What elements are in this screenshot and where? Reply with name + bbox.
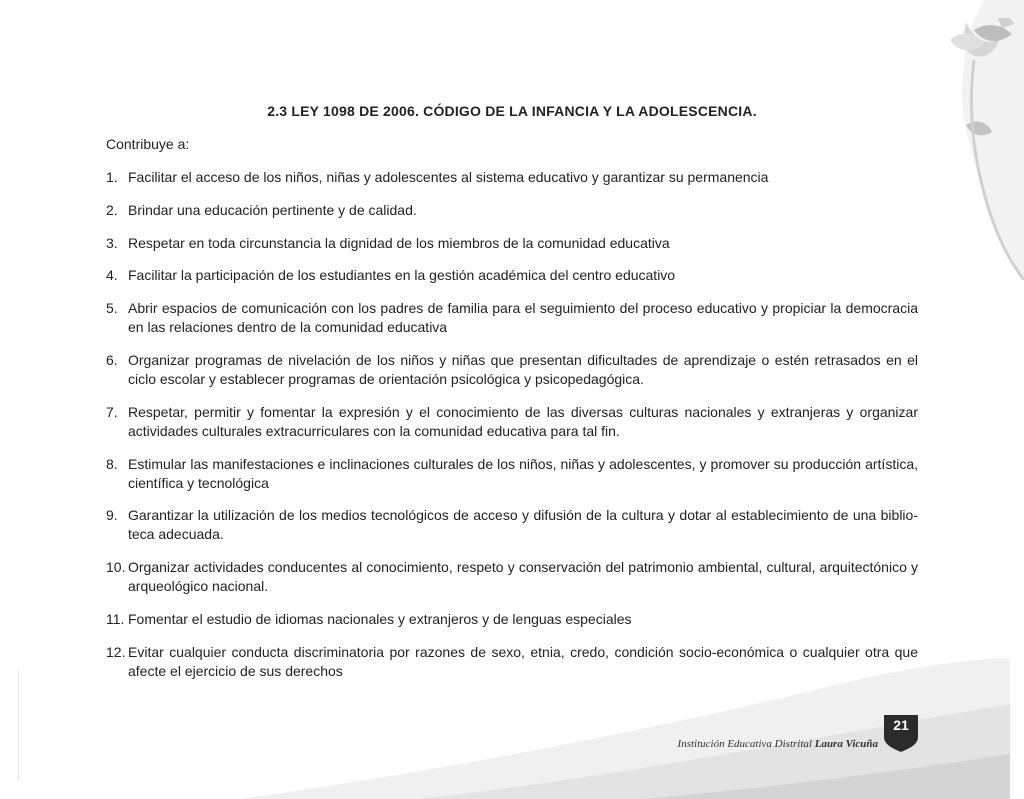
list-item bbox=[106, 506, 918, 544]
intro-text: Contribuye a: bbox=[106, 136, 190, 152]
footer-institution bbox=[678, 738, 878, 750]
item-text: Abrir espacios de comunicación con los padres de familia para el seguimiento del proceso educativo y propiciar la democracia en las relaciones dentro de la comunidad educativa bbox=[128, 300, 918, 336]
item-number: 1. bbox=[106, 169, 118, 185]
list-item bbox=[106, 168, 918, 187]
item-text: Facilitar el acceso de los niños, niñas y adolescentes al sistema educativo y garantizar su permanencia bbox=[128, 169, 769, 185]
floral-decoration bbox=[914, 0, 1024, 280]
list-item bbox=[106, 266, 918, 285]
item-number: 12. bbox=[106, 643, 126, 660]
item-number: 6. bbox=[106, 351, 118, 368]
item-number: 2. bbox=[106, 201, 118, 218]
item-number: 7. bbox=[106, 403, 118, 420]
item-text: Brindar una educación pertinente y de calidad. bbox=[128, 201, 417, 218]
list-item bbox=[106, 558, 918, 596]
item-text: Facilitar la participación de los estudiantes en la gestión académica del centro educativo bbox=[128, 267, 676, 284]
institution-label: Institución Educativa Distrital bbox=[677, 738, 812, 750]
item-text: Fomentar el estudio de idiomas nacionales y extranjeros y de lenguas especiales bbox=[128, 610, 632, 627]
item-number: 3. bbox=[106, 234, 118, 251]
item-text: Evitar cualquier conducta discriminatoria por razones de sexo, etnia, credo, condición socio-económica o cualquier otra que afecte el ejercicio de sus derechos bbox=[128, 643, 918, 679]
item-number: 4. bbox=[106, 267, 118, 284]
item-text: Organizar programas de nivelación de los niños y niñas que presentan dificultades de aprendizaje o estén retrasados en el ciclo escolar y establecer programas de orientación psicológica y psicopedagógica. bbox=[128, 351, 918, 387]
list-item bbox=[106, 299, 918, 337]
list-item bbox=[106, 455, 918, 493]
item-number: 11. bbox=[106, 610, 125, 627]
section-heading: 2.3 LEY 1098 DE 2006. CÓDIGO DE LA INFANCIA Y LA ADOLESCENCIA. bbox=[267, 103, 757, 119]
objectives-list bbox=[106, 168, 918, 695]
list-item bbox=[106, 201, 918, 220]
item-number: 5. bbox=[106, 300, 118, 317]
item-number: 10. bbox=[106, 559, 126, 576]
page-edge-line bbox=[18, 670, 19, 780]
item-number: 8. bbox=[106, 455, 118, 472]
item-text: Organizar actividades conducentes al conocimiento, respeto y conservación del patrimonio ambiental, cultural, arquitectónico y arqueológico nacional. bbox=[128, 559, 918, 595]
institution-name: Laura Vicuña bbox=[814, 738, 878, 750]
list-item bbox=[106, 234, 918, 253]
item-text: Respetar, permitir y fomentar la expresión y el conocimiento de las diversas culturas nacionales y extranjeras y organizar actividades culturales extracurriculares con la comunidad educativa para tal fin. bbox=[128, 403, 918, 439]
list-item bbox=[106, 610, 918, 629]
item-text: Garantizar la utilización de los medios tecnológicos de acceso y difusión de la cultura y dotar al establecimiento de una biblio-teca adecuada. bbox=[128, 507, 918, 543]
item-number: 9. bbox=[106, 507, 118, 524]
page-number: 21 bbox=[893, 717, 909, 733]
list-item bbox=[106, 403, 918, 441]
item-text: Respetar en toda circunstancia la dignidad de los miembros de la comunidad educativa bbox=[128, 234, 670, 251]
item-text: Estimular las manifestaciones e inclinaciones culturales de los niños, niñas y adolescentes, y promover su producción artística, científica y tecnológica bbox=[128, 455, 918, 491]
list-item bbox=[106, 351, 918, 389]
list-item bbox=[106, 643, 918, 681]
